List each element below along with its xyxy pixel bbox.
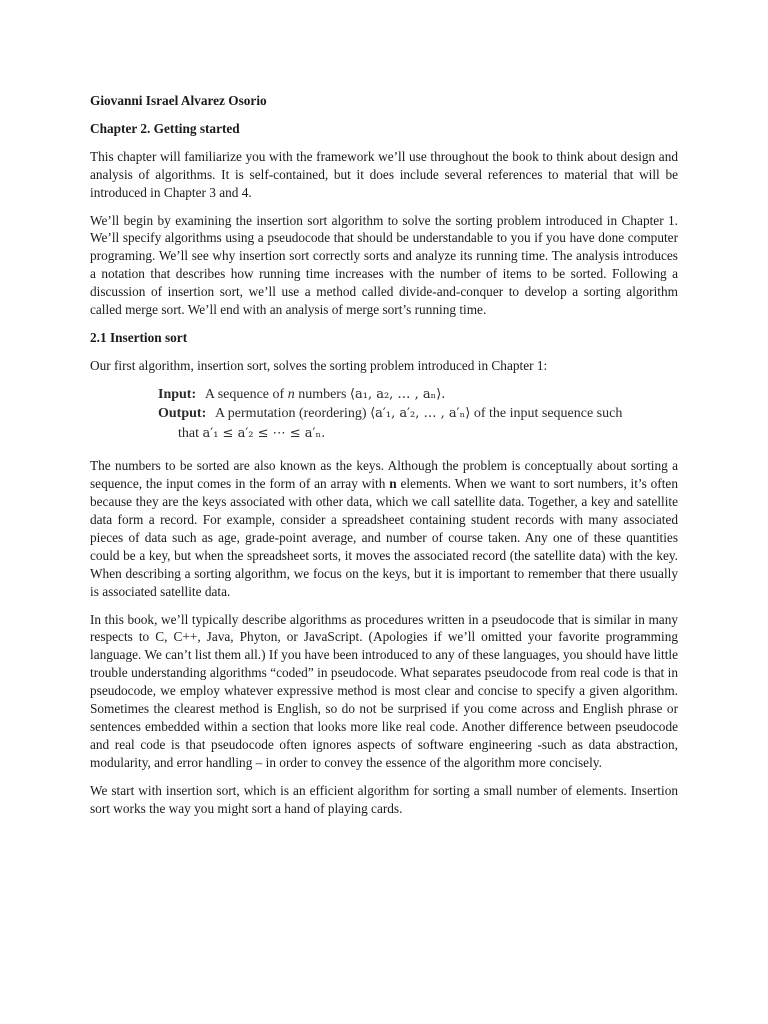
output-spec-continued bbox=[158, 424, 678, 444]
section-title: 2.1 Insertion sort bbox=[90, 329, 188, 345]
input-spec bbox=[158, 385, 678, 405]
author-name: Giovanni Israel Alvarez Osorio bbox=[90, 93, 267, 108]
output-spec bbox=[158, 404, 678, 424]
input-math: ⟨a₁, a₂, … , aₙ⟩. bbox=[349, 386, 446, 402]
input-text-2: numbers bbox=[298, 386, 347, 402]
closing-paragraph: We start with insertion sort, which is an efficient algorithm for sorting a small number of elements. Insertion sort works the way you might sort a hand of playing cards. bbox=[90, 782, 678, 816]
document-page bbox=[90, 92, 678, 828]
intro-paragraph-2: We’ll begin by examining the insertion sort algorithm to solve the sorting problem introduced in Chapter 1. We’ll specify algorithms using a pseudocode that should be understandable to you if you have done computer programing. We’ll see why insertion sort correctly sorts and analyze its running time. The analysis introduces a notation that describes how running time increases with the number of items to be sorted. Following a discussion of insertion sort, we’ll use a method called divide-and-conquer to develop a sorting algorithm called merge sort. We’ll end with an analysis of merge sort’s running time. bbox=[90, 212, 678, 318]
intro-paragraph-1: This chapter will familiarize you with the framework we’ll use throughout the book to think about design and analysis of algorithms. It is self-contained, but it does include several references to material that will be introduced in Chapter 3 and 4. bbox=[90, 148, 678, 200]
output-cont-math: a′₁ ≤ a′₂ ≤ ⋯ ≤ a′ₙ. bbox=[202, 425, 326, 441]
section-intro: Our first algorithm, insertion sort, solves the sorting problem introduced in Chapter 1: bbox=[90, 357, 548, 373]
keys-paragraph bbox=[90, 457, 678, 600]
output-math: ⟨a′₁, a′₂, … , a′ₙ⟩ bbox=[370, 406, 471, 422]
problem-specification bbox=[158, 385, 678, 444]
input-label: Input: bbox=[158, 386, 197, 402]
pseudocode-paragraph: In this book, we’ll typically describe algorithms as procedures written in a pseudocode that is similar in many respects to C, C++, Java, Phyton, or JavaScript. (Apologies if we’ll omitted your favorite programming language. We can’t list them all.) If you have been introduced to any of these languages, you should have little trouble understanding algorithms “coded” in pseudocode. What separates pseudocode from real code is that in pseudocode, we employ whatever expressive method is most clear and concise to specify a given algorithm. Sometimes the clearest method is English, so do not be surprised if you come across and English phrase or sentences embedded within a section that looks more like real code. Another difference between pseudocode and real code is that pseudocode often ignores aspects of software engineering -such as data abstraction, modularity, and error handling – in order to convey the essence of the algorithm more concisely. bbox=[90, 611, 678, 770]
keys-paragraph-bold-n: n bbox=[389, 476, 397, 492]
input-text: A sequence of bbox=[204, 386, 285, 402]
input-var: n bbox=[287, 386, 295, 402]
output-label: Output: bbox=[158, 406, 207, 422]
output-cont-text: that bbox=[178, 425, 199, 441]
keys-paragraph-part-1: The numbers to be sorted are also known as the keys. Although the problem is conceptually about sorting a sequence, the input comes in the form of an array with bbox=[90, 458, 678, 492]
keys-paragraph-part-2: elements. When we want to sort numbers, it’s often because they are the keys associated with other data, which we call satellite data. Together, a key and satellite data form a record. For example, consider a spreadsheet containing student records with many associated pieces of data such as age, grade-point average, and number of course taken. Any one of these quantities could be a key, but when the spreadsheet sorts, it moves the associated record (the satellite data) with the key. When describing a sorting algorithm, we focus on the keys, but it is important to remember that there usually is associated satellite data. bbox=[90, 476, 678, 599]
output-text: A permutation (reordering) bbox=[214, 406, 367, 422]
output-text-2: of the input sequence such bbox=[473, 406, 623, 422]
chapter-title: Chapter 2. Getting started bbox=[90, 120, 240, 136]
